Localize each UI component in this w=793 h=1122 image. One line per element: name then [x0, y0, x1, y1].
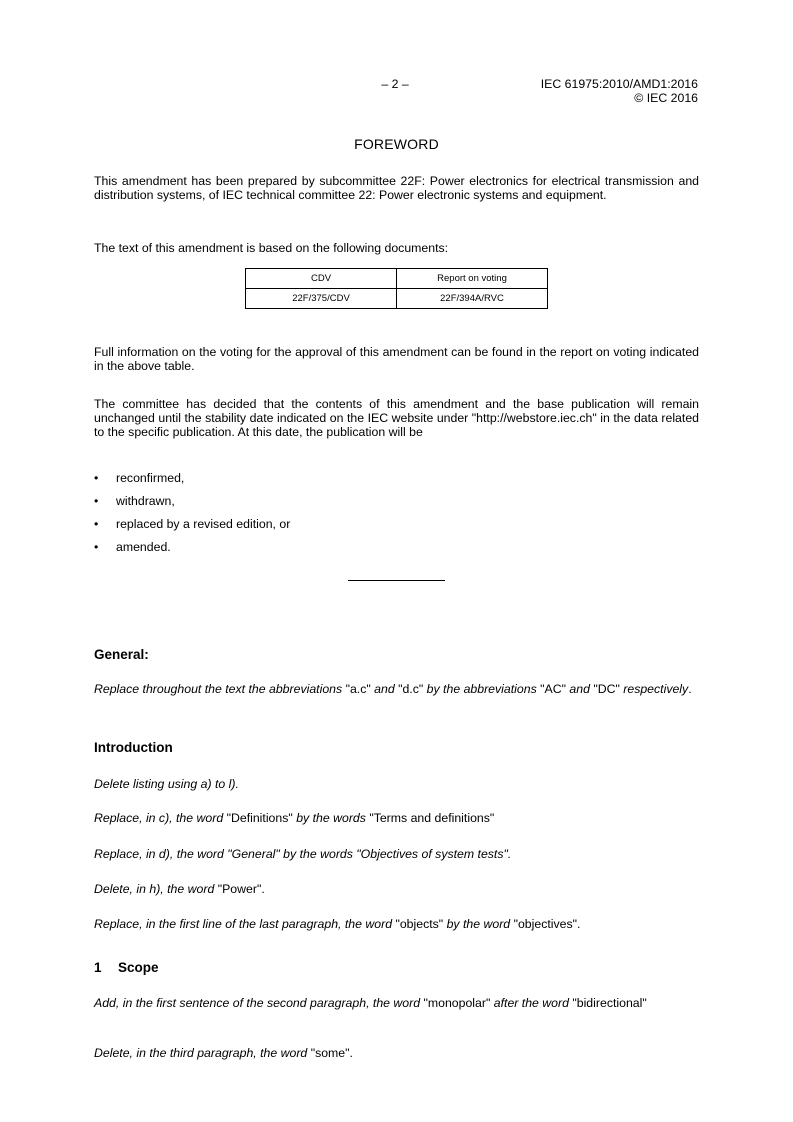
general-heading: General: [94, 647, 149, 662]
introduction-instruction-3: Replace, in d), the word "General" by the words "Objectives of system tests". [94, 847, 512, 861]
document-reference [541, 77, 698, 105]
page-number: – 2 – [381, 77, 409, 91]
general-instruction: Replace throughout the text the abbreviations "a.c" and "d.c" by the abbreviations "AC" and "DC" respectively. [94, 682, 692, 696]
list-item: • withdrawn, [94, 494, 175, 508]
scope-number: 1 [94, 960, 102, 975]
introduction-instruction-5: Replace, in the first line of the last paragraph, the word "objects" by the word "objectives". [94, 917, 581, 931]
introduction-heading: Introduction [94, 740, 173, 755]
scope-heading [94, 960, 159, 975]
foreword-title: FOREWORD [354, 136, 439, 152]
table-row [246, 289, 548, 309]
scope-instruction-2: Delete, in the third paragraph, the word "some". [94, 1046, 353, 1060]
list-item: • replaced by a revised edition, or [94, 517, 291, 531]
introduction-instruction-1: Delete listing using a) to l). [94, 777, 239, 791]
foreword-paragraph-1: This amendment has been prepared by subcommittee 22F: Power electronics for electrical transmission and distribution systems, of IEC technical committee 22: Power electronic systems and equipment. [94, 174, 699, 202]
introduction-instruction-2: Replace, in c), the word "Definitions" by the words "Terms and definitions" [94, 811, 495, 825]
foreword-paragraph-3: Full information on the voting for the approval of this amendment can be found in the report on voting indicated in the above table. [94, 345, 699, 373]
foreword-paragraph-2: The text of this amendment is based on the following documents: [94, 241, 449, 255]
introduction-instruction-4: Delete, in h), the word "Power". [94, 882, 265, 896]
table-header-rvc: Report on voting [397, 269, 548, 289]
scope-instruction-1: Add, in the first sentence of the second paragraph, the word "monopolar" after the word "bidirectional" [94, 996, 647, 1010]
documents-table [245, 268, 548, 309]
table-cell-cdv: 22F/375/CDV [246, 289, 397, 309]
list-item: • amended. [94, 540, 171, 554]
scope-title: Scope [118, 960, 159, 975]
table-header-row [246, 269, 548, 289]
section-divider [348, 580, 445, 581]
publication-options-list [94, 470, 290, 562]
table-header-cdv: CDV [246, 269, 397, 289]
document-id: IEC 61975:2010/AMD1:2016 [540, 77, 698, 91]
list-item: • reconfirmed, [94, 471, 185, 485]
foreword-paragraph-4: The committee has decided that the contents of this amendment and the base publication will remain unchanged until the stability date indicated on the IEC website under "http://webstore.iec.ch" in the data related to the specific publication. At this date, the publication will be [94, 397, 699, 439]
copyright: © IEC 2016 [634, 91, 698, 105]
table-cell-rvc: 22F/394A/RVC [397, 289, 548, 309]
